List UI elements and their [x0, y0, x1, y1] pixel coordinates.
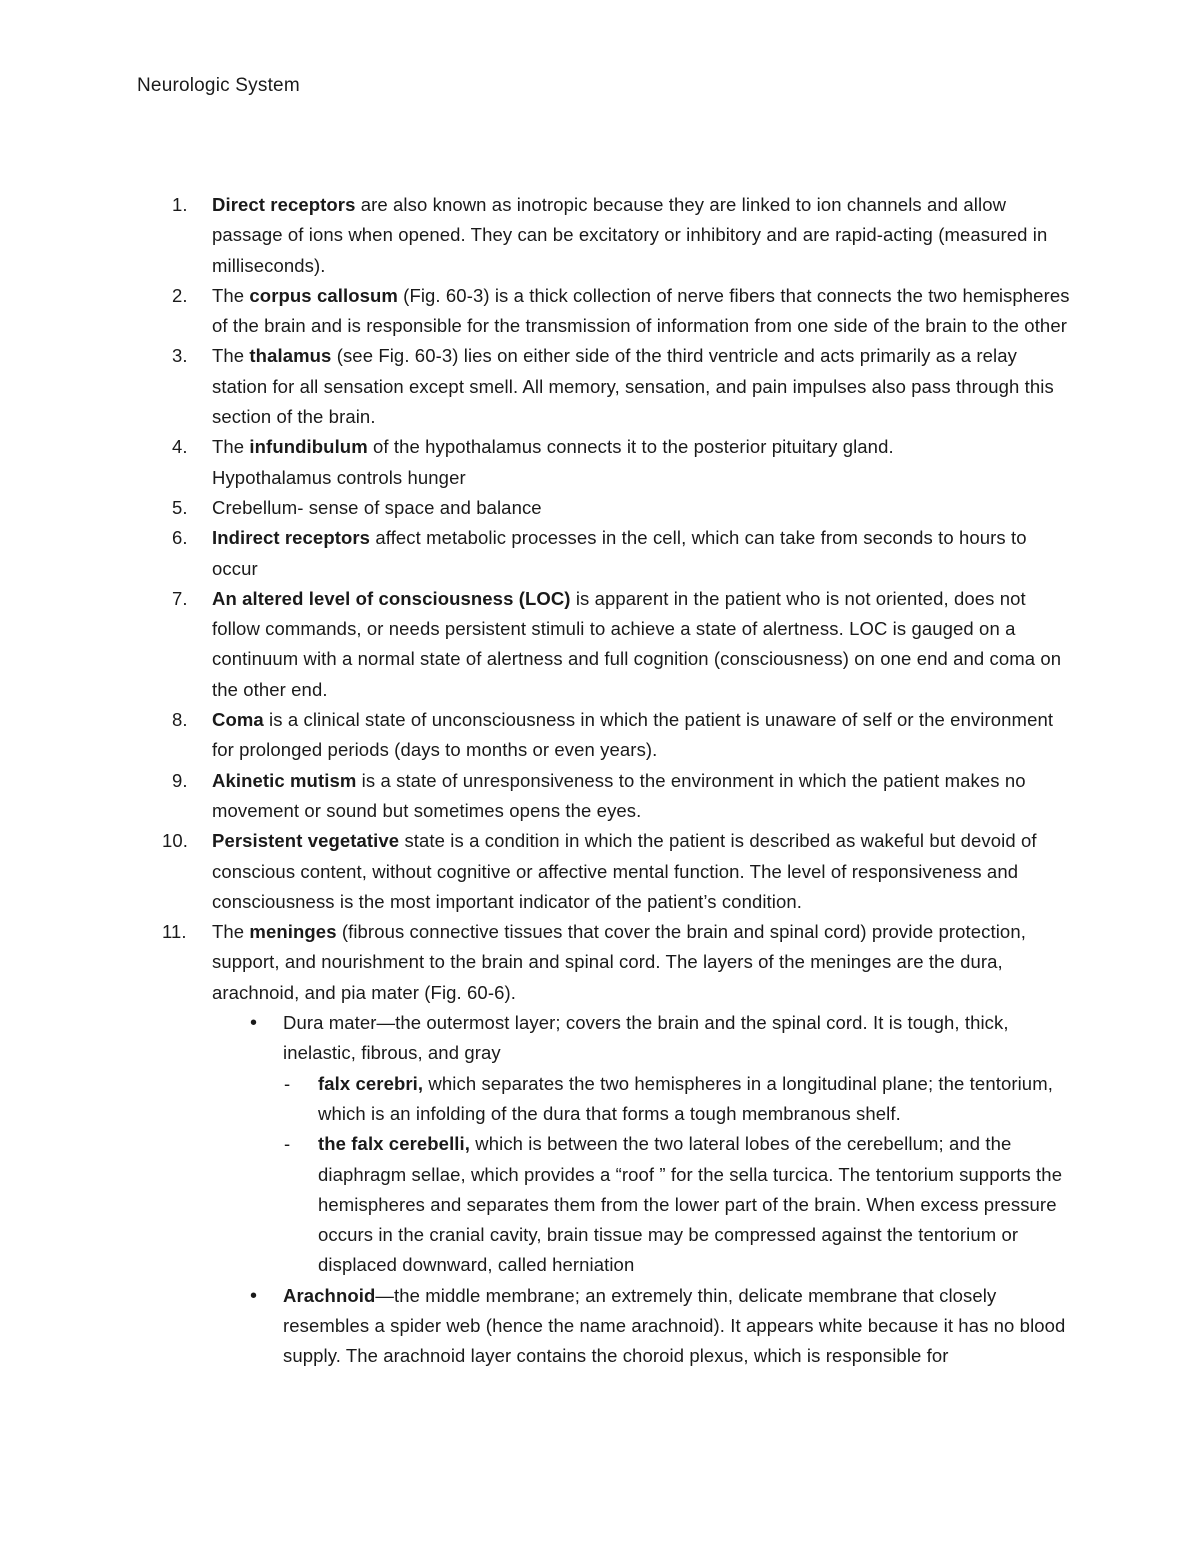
bullet-icon: • [250, 1012, 258, 1035]
list-item-note: Hypothalamus controls hunger [212, 466, 466, 488]
list-number: 10. [162, 830, 189, 852]
list-item [0, 766, 1200, 827]
term: infundibulum [249, 436, 368, 458]
dash-icon: - [284, 1133, 291, 1155]
list-item [0, 190, 1200, 281]
term: An altered level of consciousness (LOC) [212, 587, 571, 609]
list-item-text: The thalamus (see Fig. 60-3) lies on either side of the third ventricle and acts primarily as a relay station for all sensation except smell. All memory, sensation, and pain impulses also pass through this section of the brain. [212, 345, 1054, 428]
list-item-text: The meninges (fibrous connective tissues that cover the brain and spinal cord) provide protection, support, and nourishment to the brain and spinal cord. The layers of the meninges are the dura, arachnoid, and pia mater (Fig. 60-6). [212, 921, 1026, 1003]
list-item-text: Direct receptors are also known as inotropic because they are linked to ion channels and allow passage of ions when opened. They can be excitatory or inhibitory and are rapid-acting (measured in milliseconds). [212, 194, 1048, 276]
list-number: 3. [172, 345, 188, 367]
list-item [0, 281, 1200, 342]
list-item [0, 341, 1200, 432]
bullet-icon: • [250, 1284, 258, 1307]
list-item [0, 584, 1200, 705]
list-number: 4. [172, 436, 188, 458]
list-number: 7. [172, 587, 188, 609]
list-item [0, 826, 1200, 917]
term: Direct receptors [212, 194, 356, 215]
list-number: 2. [172, 284, 188, 306]
list-number: 6. [172, 527, 188, 549]
list-item [0, 493, 1200, 523]
bullet-item-text: Arachnoid—the middle membrane; an extremely thin, delicate membrane that closely resembles a spider web (hence the name arachnoid). It appears white because it has no blood supply. The arachnoid layer contains the choroid plexus, which is responsible for [283, 1284, 1066, 1367]
list-item-text: The corpus callosum (Fig. 60-3) is a thick collection of nerve fibers that connects the two hemispheres of the brain and is responsible for the transmission of information from one side of the brain to the other [212, 284, 1070, 337]
term: falx cerebri, [318, 1072, 424, 1094]
term: meninges [249, 921, 337, 943]
page-title: Neurologic System [137, 75, 300, 96]
term: the falx cerebelli, [318, 1133, 471, 1155]
list-item-text: Akinetic mutism is a state of unresponsiveness to the environment in which the patient makes no movement or sound but sometimes opens the eyes. [212, 769, 1026, 821]
list-number: 11. [162, 921, 187, 943]
list-item-text: Crebellum- sense of space and balance [212, 496, 542, 518]
term: Persistent vegetative [212, 830, 400, 852]
list-item [0, 432, 1200, 493]
list-item [0, 917, 1200, 1008]
list-item-text: An altered level of consciousness (LOC) is apparent in the patient who is not oriented, does not follow commands, or needs persistent stimuli to achieve a state of alertness. LOC is gauged on a continuum with a normal state of alertness and full cognition (consciousness) on one end and coma on the other end. [212, 587, 1062, 700]
term: Indirect receptors [212, 527, 371, 549]
list-item-text: Indirect receptors affect metabolic processes in the cell, which can take from seconds to hours to occur [212, 527, 1027, 579]
term: Akinetic mutism [212, 769, 357, 791]
bullet-item [0, 1281, 1200, 1372]
term: Coma [212, 709, 264, 731]
dash-icon: - [284, 1072, 291, 1094]
bullet-item-text: Dura mater—the outermost layer; covers the brain and the spinal cord. It is tough, thick, inelastic, fibrous, and gray [283, 1012, 1009, 1064]
list-item-text: Persistent vegetative state is a condition in which the patient is described as wakeful but devoid of conscious content, without cognitive or affective mental function. The level of responsiveness and consciousness is the most important indicator of the patient’s condition. [212, 830, 1037, 912]
list-item [0, 705, 1200, 766]
sub-list-item-text: the falx cerebelli, which is between the two lateral lobes of the cerebellum; and the diaphragm sellae, which provides a “roof ” for the sella turcica. The tentorium supports the hemispheres and separates them from the lower part of the brain. When excess pressure occurs in the cranial cavity, brain tissue may be compressed against the tentorium or displaced downward, called herniation [318, 1133, 1063, 1276]
bullet-item [0, 1008, 1200, 1069]
term: thalamus [249, 345, 332, 367]
list-item [0, 523, 1200, 584]
list-item-text: The infundibulum of the hypothalamus connects it to the posterior pituitary gland. [212, 436, 894, 458]
sub-list-item-text: falx cerebri, which separates the two hemispheres in a longitudinal plane; the tentorium, which is an infolding of the dura that forms a tough membranous shelf. [318, 1072, 1053, 1124]
term: corpus callosum [249, 284, 398, 306]
list-number: 1. [172, 194, 188, 215]
sub-list-item [0, 1129, 1200, 1280]
list-item-text: Coma is a clinical state of unconsciousness in which the patient is unaware of self or the environment for prolonged periods (days to months or even years). [212, 709, 1054, 761]
document-body [0, 190, 1200, 1372]
list-number: 5. [172, 496, 188, 518]
list-number: 8. [172, 709, 188, 731]
term: Arachnoid [283, 1284, 376, 1306]
list-number: 9. [172, 769, 188, 791]
sub-list-item [0, 1069, 1200, 1130]
